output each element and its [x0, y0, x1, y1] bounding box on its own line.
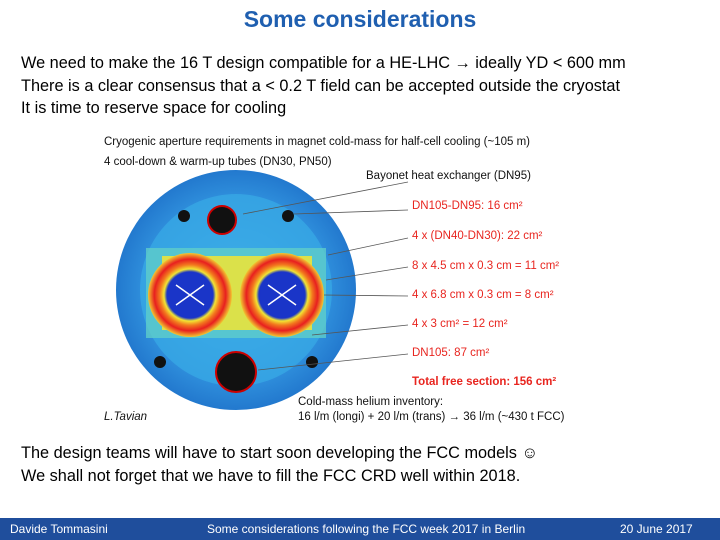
cryogenic-figure — [98, 130, 568, 430]
footer-event: Some considerations following the FCC week 2017 in Berlin — [207, 522, 526, 536]
bullet-item: We need to make the 16 T design compatible for a HE-LHC → ideally YD < 600 mm — [21, 54, 626, 72]
bullet-item: It is time to reserve space for cooling — [21, 99, 287, 117]
item-label: 8 x 4.5 cm x 0.3 cm = 11 cm² — [412, 260, 560, 272]
item-label: 4 x 6.8 cm x 0.3 cm = 8 cm² — [412, 289, 554, 301]
bayonet-label: Bayonet heat exchanger (DN95) — [366, 170, 531, 182]
bullet-list — [21, 52, 626, 120]
item-label: 4 x 3 cm² = 12 cm² — [412, 318, 508, 330]
closing-notes — [21, 442, 538, 487]
inventory-values: 16 l/m (longi) + 20 l/m (trans) → 36 l/m (~430 t FCC) — [298, 411, 565, 423]
figure-credit: L.Tavian — [104, 411, 148, 423]
item-label: DN105-DN95: 16 cm² — [412, 200, 523, 212]
note-item: We shall not forget that we have to fill the FCC CRD well within 2018. — [21, 466, 521, 485]
tubes-note: 4 cool-down & warm-up tubes (DN30, PN50) — [104, 156, 332, 168]
total-section: Total free section: 156 cm² — [412, 376, 557, 388]
note-item: The design teams will have to start soon developing the FCC models ☺ — [21, 444, 539, 462]
bullet-item: There is a clear consensus that a < 0.2 T field can be accepted outside the cryostat — [21, 76, 620, 95]
slide-title: Some considerations — [243, 6, 477, 32]
footer-bar — [0, 518, 720, 540]
inventory-title: Cold-mass helium inventory: — [298, 396, 444, 408]
figure-heading: Cryogenic aperture requirements in magnet cold-mass for half-cell cooling (~105 m) — [104, 136, 531, 148]
footer-author: Davide Tommasini — [10, 522, 108, 536]
item-label: DN105: 87 cm² — [412, 347, 490, 359]
footer-date: 20 June 2017 — [620, 522, 693, 536]
item-label: 4 x (DN40-DN30): 22 cm² — [412, 230, 543, 242]
